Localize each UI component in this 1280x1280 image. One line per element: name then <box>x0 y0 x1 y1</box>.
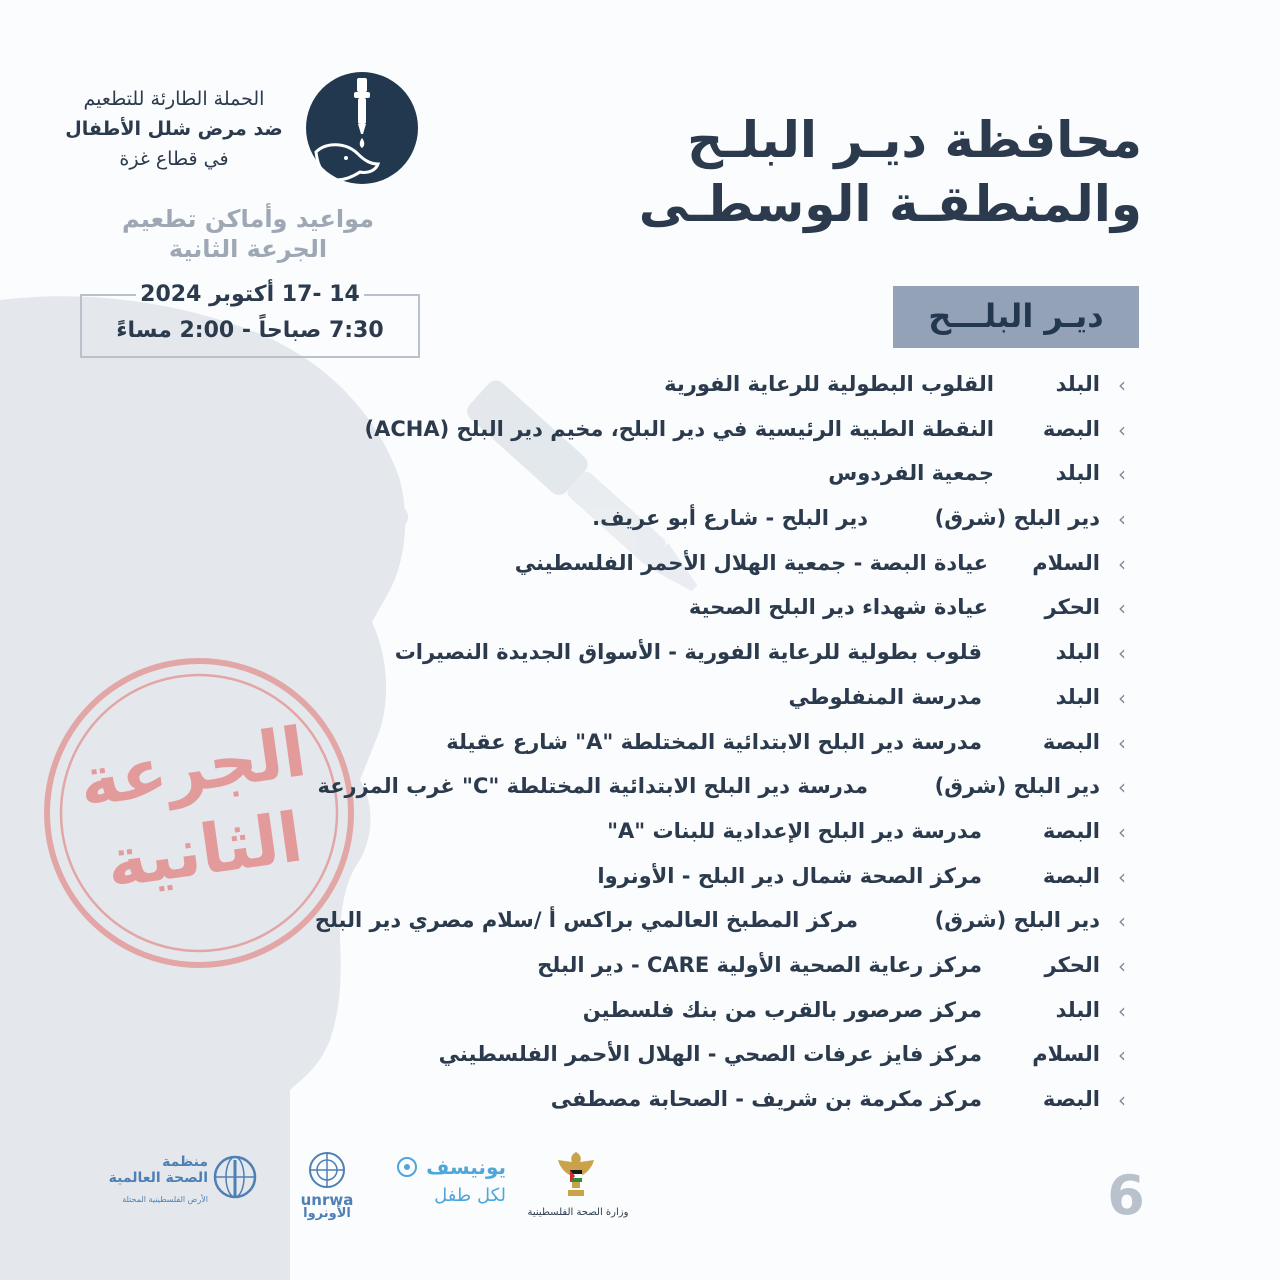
list-item <box>150 990 1130 1035</box>
location-area: السلام <box>1032 1042 1100 1067</box>
chevron-left-icon: ‹ <box>1118 775 1126 800</box>
list-item <box>150 543 1130 588</box>
chevron-left-icon: ‹ <box>1118 864 1126 889</box>
location-place: عيادة شهداء دير البلح الصحية <box>688 595 988 620</box>
locations-list <box>150 364 1130 1124</box>
location-place: مركز صرصور بالقرب من بنك فلسطين <box>582 997 982 1022</box>
campaign-line-3: في قطاع غزة <box>119 148 229 170</box>
location-area: السلام <box>1032 550 1100 575</box>
chevron-left-icon: ‹ <box>1118 730 1126 755</box>
list-item <box>150 1079 1130 1124</box>
location-place: مركز رعاية الصحية الأولية CARE - دير البلح <box>537 952 982 977</box>
location-area: البصة <box>1042 818 1100 843</box>
location-place: مدرسة دير البلح الابتدائية المختلطة "A" شارع عقيلة <box>446 729 982 754</box>
stamp-line-1: الجرعة <box>74 712 311 823</box>
list-item <box>150 409 1130 454</box>
chevron-left-icon: ‹ <box>1118 373 1126 397</box>
unrwa-arabic: الأونروا <box>303 1206 351 1221</box>
list-item <box>150 766 1130 811</box>
location-area: الحكر <box>1044 952 1100 977</box>
page-title <box>502 108 1142 236</box>
campaign-title <box>60 84 288 174</box>
list-item <box>150 945 1130 990</box>
chevron-left-icon: ‹ <box>1118 998 1126 1023</box>
schedule-subtitle <box>76 204 420 264</box>
unrwa-name: unrwa <box>300 1191 354 1209</box>
location-area: البلد <box>1055 372 1100 396</box>
location-area: دير البلح (شرق) <box>934 506 1100 531</box>
list-item <box>150 632 1130 677</box>
location-place: القلوب البطولية للرعاية الفورية <box>664 372 994 396</box>
subtitle-line-1: مواعيد وأماكن تطعيم <box>121 205 375 233</box>
list-item <box>150 364 1130 409</box>
location-place: قلوب بطولية للرعاية الفورية - الأسواق الجديدة النصيرات <box>394 640 982 665</box>
who-name-line-1: منظمة <box>162 1154 208 1170</box>
location-place: مدرسة دير البلح الإعدادية للبنات "A" <box>607 818 982 843</box>
section-label: ديـر البلـــح <box>893 286 1139 348</box>
chevron-left-icon: ‹ <box>1118 685 1126 710</box>
location-place: مدرسة دير البلح الابتدائية المختلطة "C" غرب المزرعة <box>317 774 868 799</box>
location-place: مركز مكرمة بن شريف - الصحابة مصطفى <box>550 1087 982 1111</box>
list-item <box>150 811 1130 856</box>
location-area: البلد <box>1055 997 1100 1022</box>
location-area: دير البلح (شرق) <box>934 908 1100 933</box>
chevron-left-icon: ‹ <box>1118 551 1126 576</box>
campaign-line-1: الحملة الطارئة للتطعيم <box>83 88 265 110</box>
unicef-emblem-icon <box>396 1156 418 1178</box>
chevron-left-icon: ‹ <box>1118 819 1126 844</box>
campaign-times: 7:30 صباحاً - 2:00 مساءً <box>116 318 384 343</box>
location-place: مدرسة المنفلوطي <box>788 684 982 709</box>
list-item <box>150 498 1130 543</box>
list-item <box>150 453 1130 498</box>
chevron-left-icon: ‹ <box>1118 909 1126 934</box>
who-emblem-icon <box>212 1154 258 1200</box>
page-number: 6 <box>1107 1164 1145 1227</box>
list-item <box>150 900 1130 945</box>
location-area: البصة <box>1042 863 1100 888</box>
unicef-name: يونيسف <box>426 1155 506 1179</box>
location-area: البلد <box>1055 640 1100 665</box>
chevron-left-icon: ‹ <box>1118 462 1126 487</box>
subtitle-line-2: الجرعة الثانية <box>168 235 328 263</box>
chevron-left-icon: ‹ <box>1118 641 1126 666</box>
location-place: النقطة الطبية الرئيسية في دير البلح، مخيم دير البلح (ACHA) <box>364 416 994 441</box>
title-line-1: محافظة ديـر البلـح <box>687 111 1142 169</box>
chevron-left-icon: ‹ <box>1118 1043 1126 1068</box>
stamp-line-2: الثانية <box>101 798 308 904</box>
list-item <box>150 677 1130 722</box>
location-place: مركز الصحة شمال دير البلح - الأونروا <box>597 863 982 888</box>
location-place: مركز فايز عرفات الصحي - الهلال الأحمر الفلسطيني <box>438 1042 982 1067</box>
location-area: البلد <box>1055 684 1100 709</box>
title-line-2: والمنطقـة الوسطـى <box>638 175 1142 233</box>
moh-name: وزارة الصحة الفلسطينية <box>527 1207 629 1218</box>
list-item <box>150 856 1130 901</box>
dropper-child-icon <box>306 72 418 184</box>
location-area: البلد <box>1055 461 1100 486</box>
chevron-left-icon: ‹ <box>1118 596 1126 621</box>
chevron-left-icon: ‹ <box>1118 507 1126 532</box>
list-item <box>150 1034 1130 1079</box>
location-place: عيادة البصة - جمعية الهلال الأحمر الفلسطيني <box>514 550 988 575</box>
who-region: الأرض الفلسطينية المحتلة <box>122 1195 208 1204</box>
chevron-left-icon: ‹ <box>1118 417 1126 442</box>
chevron-left-icon: ‹ <box>1118 1088 1126 1112</box>
location-place: دير البلح - شارع أبو عريف. <box>592 506 868 531</box>
un-emblem-icon <box>300 1148 354 1192</box>
location-area: الحكر <box>1044 595 1100 620</box>
location-area: البصة <box>1042 729 1100 754</box>
campaign-line-2: ضد مرض شلل الأطفال <box>65 118 283 140</box>
chevron-left-icon: ‹ <box>1118 953 1126 978</box>
list-item <box>150 722 1130 767</box>
who-name-line-2: الصحة العالمية <box>108 1170 208 1186</box>
list-item <box>150 587 1130 632</box>
location-place: جمعية الفردوس <box>828 461 994 486</box>
location-area: البصة <box>1042 416 1100 441</box>
location-area: البصة <box>1042 1087 1100 1111</box>
location-area: دير البلح (شرق) <box>934 774 1100 799</box>
campaign-logo <box>306 72 418 184</box>
location-place: مركز المطبخ العالمي براكس أ /سلام مصري دير البلح <box>314 908 858 933</box>
unicef-tagline: لكل طفل <box>434 1185 506 1206</box>
campaign-dates: 14 -17 أكتوبر 2024 <box>140 282 360 307</box>
palestine-eagle-icon <box>554 1148 598 1202</box>
